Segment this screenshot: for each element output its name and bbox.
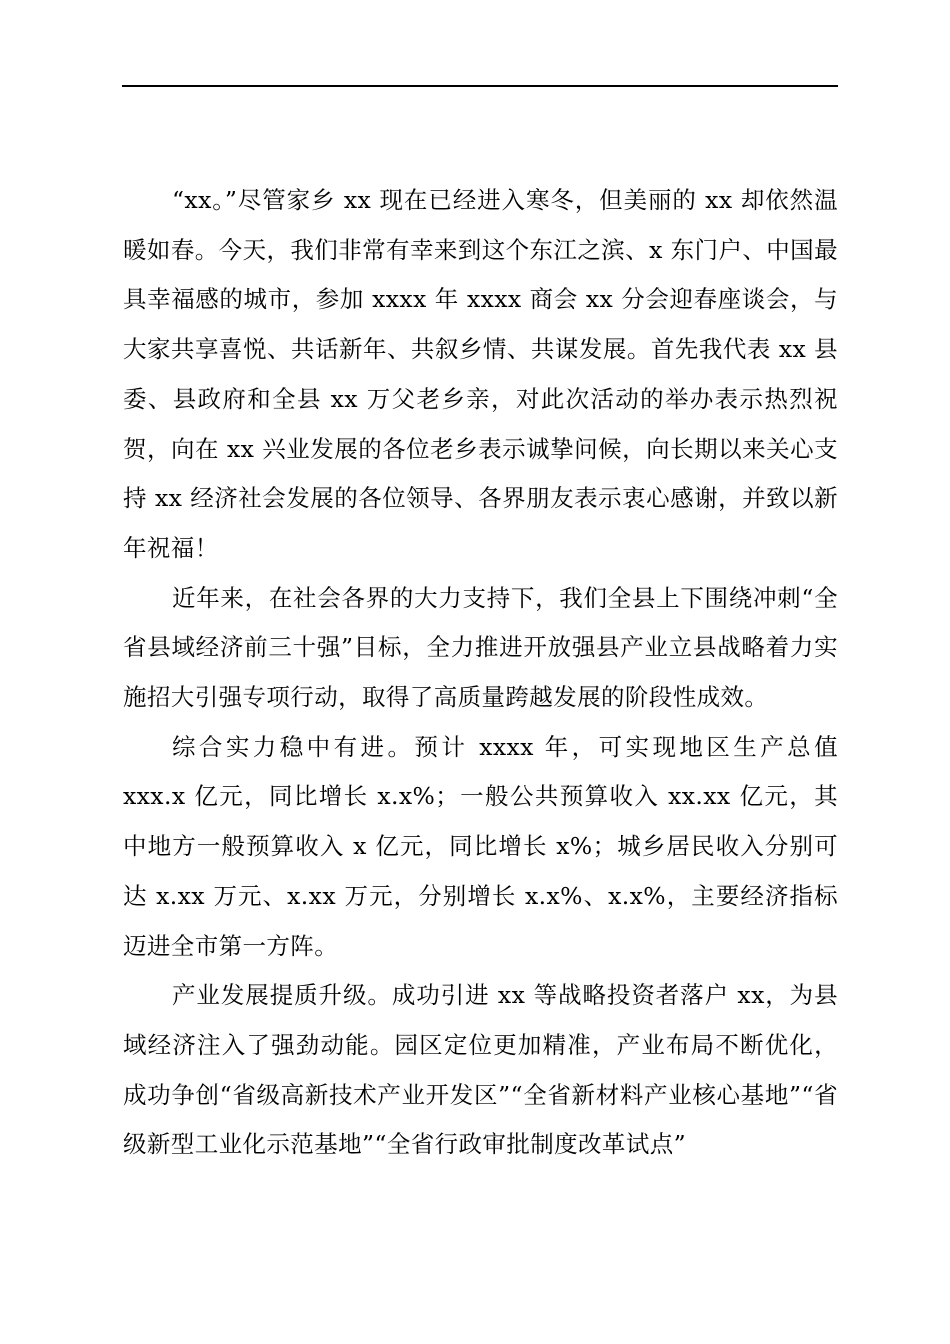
paragraph-industry-development: 产业发展提质升级。成功引进 xx 等战略投资者落户 xx，为县域经济注入了强劲动能。园区定位更加精准，产业布局不断优化，成功争创“省级高新技术产业开发区”“全省新材料产业核心基地”“省级新型工业化示范基地”“全省行政审批制度改革试点” bbox=[123, 981, 838, 1159]
paragraph-economic-strength: 综合实力稳中有进。预计 xxxx 年，可实现地区生产总值 xxx.x 亿元，同比增长 x.x%；一般公共预算收入 xx.xx 亿元，其中地方一般预算收入 x 亿元，同比增长 x%；城乡居民收入分别可达 x.xx 万元、x.xx 万元，分别增长 x.x%、x.x%，主要经济指标迈进全市第一方阵。 bbox=[123, 732, 838, 960]
paragraph-greeting: “xx。”尽管家乡 xx 现在已经进入寒冬，但美丽的 xx 却依然温暖如春。今天，我们非常有幸来到这个东江之滨、x 东门户、中国最具幸福感的城市，参加 xxxx 年 xxxx 商会 xx 分会迎春座谈会，与大家共享喜悦、共话新年、共叙乡情、共谋发展。首先我代表 xx 县委、县政府和全县 xx 万父老乡亲，对此次活动的举办表示热烈祝贺，向在 xx 兴业发展的各位老乡表示诚挚问候，向长期以来关心支持 xx 经济社会发展的各位领导、各界朋友表示衷心感谢，并致以新年祝福！ bbox=[123, 186, 838, 562]
header-rule bbox=[122, 85, 838, 87]
paragraph-recent-years: 近年来，在社会各界的大力支持下，我们全县上下围绕冲刺“全省县域经济前三十强”目标，全力推进开放强县产业立县战略着力实施招大引强专项行动，取得了高质量跨越发展的阶段性成效。 bbox=[123, 583, 838, 712]
document-body bbox=[123, 176, 838, 1170]
